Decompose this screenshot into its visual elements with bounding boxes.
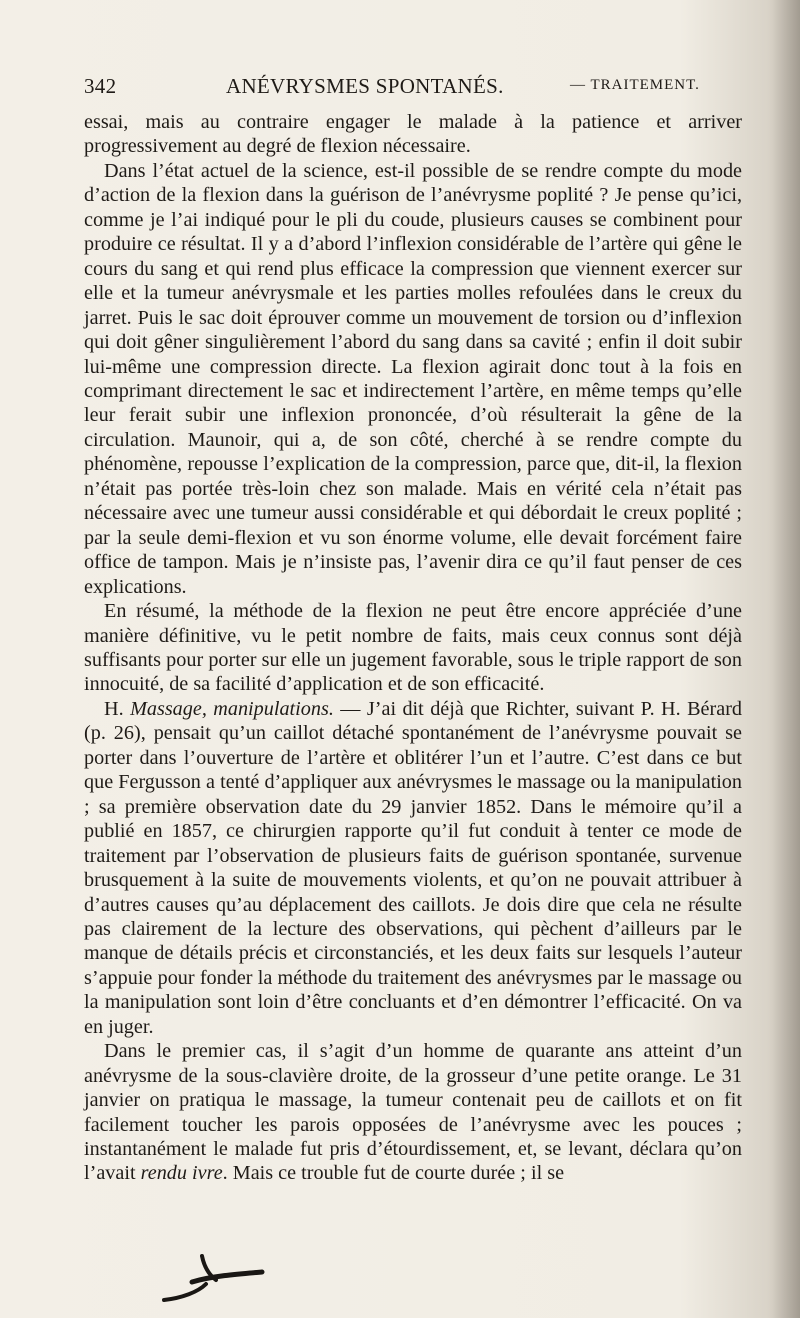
- section-letter: H.: [104, 697, 124, 720]
- ink-mark-icon: [158, 1252, 268, 1308]
- page-gutter-shadow: [772, 0, 800, 1318]
- page-number: 342: [84, 74, 117, 98]
- paragraph-massage: [84, 697, 742, 1039]
- italic-phrase: rendu ivre: [140, 1162, 223, 1185]
- paragraph: essai, mais au contraire engager le malade à la patience et arriver progressivement au degré de flexion nécessaire.: [84, 111, 742, 158]
- paragraph: Dans l’état actuel de la science, est-il possible de se rendre compte du mode d’action de la flexion dans la guérison de l’anévrysme poplité ? Je pense qu’ici, comme je l’ai indiqué pour le pli du coude, plusieurs causes se combinent pour produire ce résultat. Il y a d’abord l’inflexion considérable de l’artère qui gêne le cours du sang et qui rend plus efficace la compression que viennent exercer sur elle et la tumeur anévrysmale et les parties molles refoulées dans le creux du jarret. Puis le sac doit éprouver comme un mouvement de torsion ou d’inflexion qui doit gêner singulièrement l’abord du sang dans sa cavité ; enfin il doit subir lui-même une compression directe. La flexion agirait donc tout à la fois en comprimant directement le sac et indirectement l’artère, en même temps qu’elle leur ferait subir une inflexion prononcée, d’où résulterait la gêne de la circulation. Maunoir, qui a, de son côté, cherché à se rendre compte du phénomène, repousse l’explication de la compression, parce que, dit-il, la flexion n’était pas portée très-loin chez son malade. Mais en vérité cela n’était pas nécessaire avec une tumeur aussi considérable et qui débordait le creux poplité ; par la seule demi-flexion et vu son énorme volume, elle devait forcément faire office de tampon. Mais je n’insiste pas, l’avenir dira ce qu’il faut penser de ces explications.: [84, 159, 742, 598]
- section-heading: Massage, manipulations.: [130, 697, 334, 720]
- paragraph: [84, 1039, 742, 1186]
- paragraph: En résumé, la méthode de la flexion ne peut être encore appréciée d’une manière définitive, vu le petit nombre de faits, mais ceux connus sont déjà suffisants pour porter sur elle un jugement favorable, sous le triple rapport de son innocuité, de sa facilité d’application et de son efficacité.: [84, 600, 742, 696]
- paragraph-text-end: . Mais ce trouble fut de courte durée ; il se: [222, 1162, 565, 1185]
- paragraph-text: Dans le premier cas, il s’agit d’un homme de quarante ans atteint d’un anévrysme de la sous-clavière droite, de la grosseur d’une petite orange. Le 31 janvier on pratiqua le massage, la tumeur contenait peu de caillots et on fit facilement toucher les parois opposées de l’anévrysme avec les pouces ; instantanément le malade fut pris d’étourdissement, et, se levant, déclara qu’on l’avait: [84, 1040, 742, 1185]
- running-section: — TRAITEMENT.: [570, 77, 700, 93]
- paragraph-text: — J’ai dit déjà que Richter, suivant P. H. Bérard (p. 26), pensait qu’un caillot détaché spontanément de l’anévrysme pouvait se porter dans l’ouverture de l’artère et oblitérer l’un et l’autre. C’est dans ce but que Fergusson a tenté d’appliquer aux anévrysmes le massage ou la manipulation ; sa première observation date du 29 janvier 1852. Dans le mémoire qu’il a publié en 1857, ce chirurgien rapporte qu’il fut conduit à tenter ce mode de traitement par l’observation de plusieurs faits de guérison spontanée, survenue brusquement à la suite de mouvements violents, et qu’on ne pouvait attribuer à d’autres causes qu’au déplacement des caillots. Je dois dire que cela ne résulte pas clairement de la lecture des observations, qui pèchent d’ailleurs par le manque de détails précis et circonstanciés, et les deux faits sur lesquels l’auteur s’appuie pour fonder la méthode du traitement des anévrysmes par le massage ou la manipulation sont loin d’être concluants et d’en démontrer l’efficacité. On va en juger.: [84, 697, 743, 1038]
- running-title: ANÉVRYSMES SPONTANÉS.: [226, 74, 504, 98]
- running-header: [84, 74, 754, 104]
- body-text: [84, 110, 742, 1186]
